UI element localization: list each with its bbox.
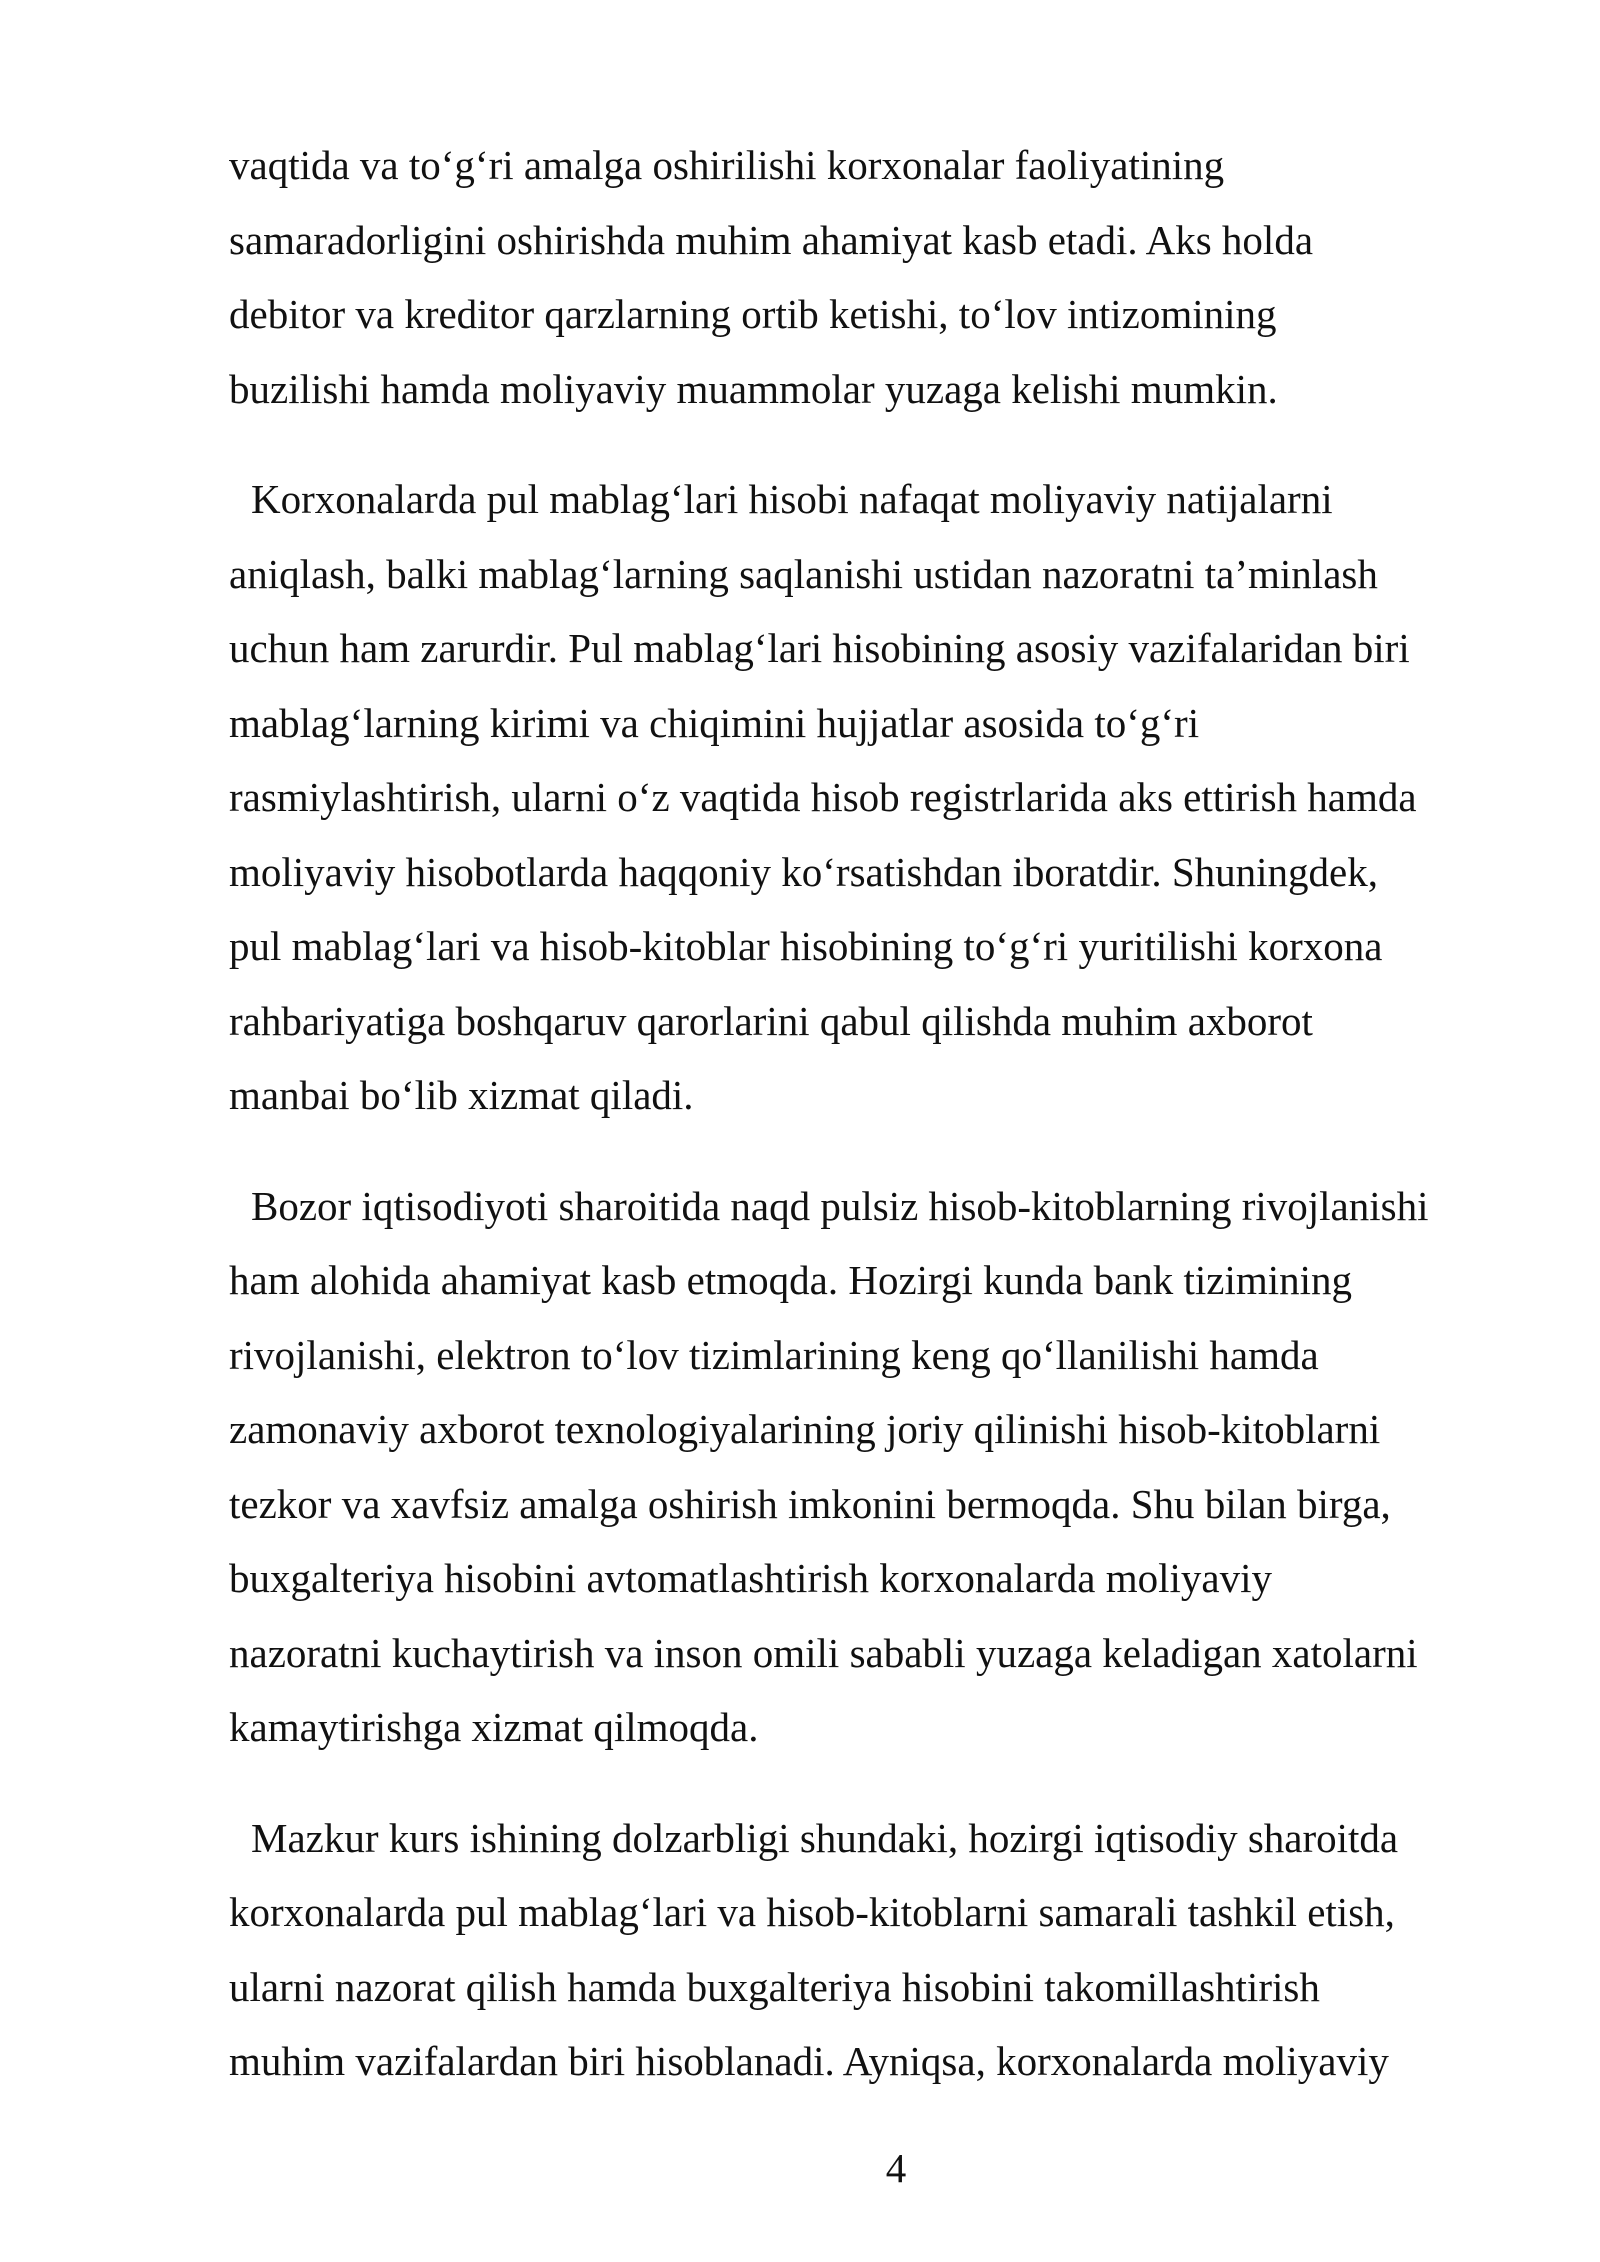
- text-line: nazoratni kuchaytirish va inson omili sababli yuzaga keladigan xatolarni: [229, 1629, 1418, 1676]
- text-line: moliyaviy hisobotlarda haqqoniy ko‘rsatishdan iboratdir. Shuningdek,: [229, 848, 1378, 895]
- paragraph-2: [229, 462, 1529, 1133]
- text-line: rasmiylashtirish, ularni o‘z vaqtida hisob registrlarida aks ettirish hamda: [229, 774, 1417, 820]
- body-text: [229, 128, 1529, 2135]
- text-line: vaqtida va to‘g‘ri amalga oshirilishi korxonalar faoliyatining: [229, 142, 1225, 188]
- text-line: korxonalarda pul mablag‘lari va hisob-kitoblarni samarali tashkil etish,: [229, 1889, 1395, 1935]
- text-line: buzilishi hamda moliyaviy muammolar yuzaga kelishi mumkin.: [229, 365, 1278, 412]
- text-line: buxgalteriya hisobini avtomatlashtirish korxonalarda moliyaviy: [229, 1555, 1272, 1601]
- text-line: Korxonalarda pul mablag‘lari hisobi nafaqat moliyaviy natijalarni: [251, 476, 1333, 522]
- text-line: uchun ham zarurdir. Pul mablag‘lari hisobining asosiy vazifalaridan biri: [229, 625, 1410, 671]
- text-line: aniqlash, balki mablag‘larning saqlanishi ustidan nazoratni ta’minlash: [229, 550, 1378, 597]
- text-line: rivojlanishi, elektron to‘lov tizimlarining keng qo‘llanilishi hamda: [229, 1331, 1319, 1378]
- text-line: Mazkur kurs ishining dolzarbligi shundaki, hozirgi iqtisodiy sharoitda: [251, 1814, 1399, 1861]
- text-line: ham alohida ahamiyat kasb etmoqda. Hozirgi kunda bank tizimining: [229, 1257, 1353, 1303]
- text-line: debitor va kreditor qarzlarning ortib ketishi, to‘lov intizomining: [229, 291, 1277, 337]
- text-line: rahbariyatiga boshqaruv qarorlarini qabul qilishda muhim axborot: [229, 997, 1313, 1044]
- text-line: zamonaviy axborot texnologiyalarining joriy qilinishi hisob-kitoblarni: [229, 1406, 1381, 1452]
- paragraph-1: [229, 128, 1529, 426]
- text-line: mablag‘larning kirimi va chiqimini hujjatlar asosida to‘g‘ri: [229, 699, 1200, 746]
- text-line: tezkor va xavfsiz amalga oshirish imkonini bermoqda. Shu bilan birga,: [229, 1480, 1391, 1527]
- paragraph-3: [229, 1169, 1529, 1765]
- text-line: samaradorligini oshirishda muhim ahamiyat kasb etadi. Aks holda: [229, 216, 1314, 263]
- text-line: pul mablag‘lari va hisob-kitoblar hisobining to‘g‘ri yuritilishi korxona: [229, 923, 1383, 969]
- text-line: muhim vazifalardan biri hisoblanadi. Ayniqsa, korxonalarda moliyaviy: [229, 2038, 1389, 2084]
- text-line: kamaytirishga xizmat qilmoqda.: [229, 1704, 759, 1750]
- text-line: ularni nazorat qilish hamda buxgalteriya hisobini takomillashtirish: [229, 1963, 1320, 2010]
- paragraph-4: [229, 1801, 1529, 2099]
- text-line: manbai bo‘lib xizmat qiladi.: [229, 1072, 694, 1118]
- page-number: 4: [885, 2145, 907, 2191]
- text-line: Bozor iqtisodiyoti sharoitida naqd pulsiz hisob-kitoblarning rivojlanishi: [251, 1182, 1429, 1229]
